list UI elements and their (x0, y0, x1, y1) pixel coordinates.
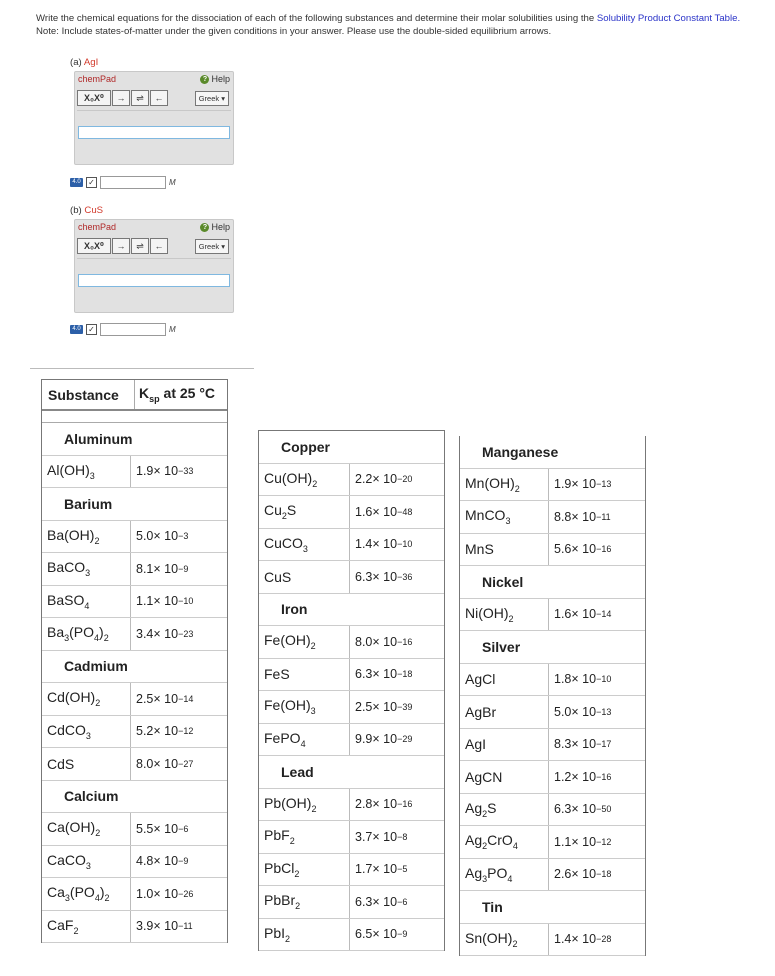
formula-cell: $Ag_2S$ (465, 799, 497, 819)
ksp-mantissa: 1.4 (554, 932, 572, 947)
ksp-value-cell: 6.3 × 10 −6 (349, 886, 407, 918)
ksp-value-cell: 3.9 × 10 −11 (130, 911, 193, 943)
question-a-substance: AgI (83, 57, 99, 68)
chempad-a-input[interactable] (78, 126, 230, 139)
section-label: Aluminum (64, 430, 133, 447)
check-icon: ✓ (86, 324, 97, 335)
ksp-exponent: −8 (397, 831, 408, 842)
section-label: Silver (482, 638, 521, 655)
formula-cell: $Cu(OH)_2$ (264, 469, 318, 489)
section-label: Cadmium (64, 658, 128, 675)
formula-cell: $Fe(OH)_2$ (264, 632, 316, 652)
ksp-mantissa: 6.3 (554, 802, 572, 817)
table-section-header (460, 891, 645, 924)
formula-cell: FePO$_4$ (264, 729, 306, 749)
ksp-table-column-2 (258, 430, 445, 951)
instruction-line-2: Note: Include states-of-matter under the given conditions in your answer. Please use the double-sided equilibrium arrows. (36, 26, 552, 37)
ksp-mantissa: 8.8 (554, 509, 572, 524)
ksp-mantissa: 5.0 (136, 529, 154, 544)
ksp-mantissa: 5.0 (554, 704, 572, 719)
table-section-header (42, 488, 227, 521)
version-badge: 4.0 (70, 178, 83, 187)
table-row (259, 789, 444, 822)
formula-cell: $Fe(OH)_3$ (264, 697, 316, 717)
answer-a-input[interactable] (100, 176, 166, 189)
help-icon: ? (200, 75, 209, 84)
ksp-mantissa: 4.8 (136, 854, 154, 869)
section-label: Iron (281, 601, 308, 618)
table-row (259, 821, 444, 854)
formula-cell: $Ba(OH)_2$ (47, 526, 100, 546)
table-row (259, 561, 444, 594)
chempad-a (74, 71, 234, 165)
ksp-value-cell: 1.0 × 10 −26 (130, 878, 193, 910)
ksp-value-cell: 1.7 × 10 −5 (349, 854, 407, 886)
formula-cell: $Mn(OH)_2$ (465, 474, 520, 494)
answer-a-row (70, 176, 176, 189)
ksp-exponent: −5 (397, 864, 408, 875)
question-a-label: (a) AgI (70, 57, 99, 68)
ksp-value-cell: 8.8 × 10 −11 (548, 501, 611, 533)
chempad-divider (77, 110, 231, 111)
ksp-exponent: −11 (178, 921, 193, 932)
formula-cell: AgCl (465, 671, 496, 688)
arrow-right-button[interactable]: → (112, 238, 130, 254)
arrow-left-button[interactable]: ← (150, 238, 168, 254)
ksp-mantissa: 8.3 (554, 737, 572, 752)
ksp-mantissa: 1.8 (554, 672, 572, 687)
formula-cell: CuCO$_3$ (264, 534, 308, 554)
header-spacer (42, 411, 227, 423)
ksp-value-cell: 5.0 × 10 −13 (548, 696, 611, 728)
formula-cell: $Pb(OH)_2$ (264, 794, 317, 814)
ksp-mantissa: 8.1 (136, 561, 154, 576)
formula-cell: PbBr$_2$ (264, 892, 301, 912)
ksp-mantissa: 6.5 (355, 927, 373, 942)
question-b-substance: CuS (84, 205, 104, 216)
ksp-value-cell: 1.8 × 10 −10 (548, 664, 611, 696)
ksp-value-cell: 8.3 × 10 −17 (548, 729, 611, 761)
formula-cell: AgBr (465, 703, 497, 720)
help-icon: ? (200, 223, 209, 232)
table-row (460, 794, 645, 827)
formula-cell: CdS (47, 755, 75, 772)
ksp-value-cell: 8.0 × 10 −16 (349, 626, 412, 658)
table-row (42, 748, 227, 781)
ksp-exponent: −9 (397, 929, 408, 940)
ksp-value-cell: 3.4 × 10 −23 (130, 618, 193, 650)
formula-cell: MnCO$_3$ (465, 507, 511, 527)
help-link[interactable]: ? Help (200, 74, 230, 84)
ksp-exponent: −16 (397, 636, 413, 647)
formula-cell: $Cd(OH)_2$ (47, 689, 101, 709)
subscript-superscript-button[interactable]: X₀X⁰ (77, 238, 111, 254)
ksp-value-cell: 5.5 × 10 −6 (130, 813, 188, 845)
table-row (460, 599, 645, 632)
ksp-exponent: −36 (397, 571, 413, 582)
help-link[interactable]: ? Help (200, 222, 230, 232)
section-label: Nickel (482, 573, 524, 590)
formula-cell: BaCO$_3$ (47, 559, 91, 579)
answer-b-row (70, 323, 176, 336)
ksp-value-cell: 2.5 × 10 −14 (130, 683, 193, 715)
table-row (460, 761, 645, 794)
ksp-mantissa: 6.3 (355, 667, 373, 682)
table-row (259, 529, 444, 562)
chempad-title: chemPad (78, 74, 117, 84)
chempad-toolbar (77, 90, 168, 106)
ksp-exponent: −29 (397, 734, 413, 745)
ksp-value-cell: 3.7 × 10 −8 (349, 821, 407, 853)
formula-cell: PbI$_2$ (264, 924, 291, 944)
greek-dropdown[interactable]: Greek ▾ (195, 91, 229, 106)
table-row (42, 683, 227, 716)
ksp-exponent: −11 (596, 511, 611, 522)
ksp-exponent: −18 (397, 669, 413, 680)
ksp-mantissa: 5.2 (136, 724, 154, 739)
ksp-exponent: −13 (596, 706, 612, 717)
table-row (42, 813, 227, 846)
chempad-b-input[interactable] (78, 274, 230, 287)
section-label: Manganese (482, 443, 559, 460)
solubility-table-link[interactable]: Solubility Product Constant Table. (596, 13, 741, 24)
instructions (36, 12, 766, 38)
section-label: Barium (64, 495, 113, 512)
table-section-header (42, 651, 227, 684)
ksp-exponent: −14 (596, 609, 612, 620)
table-row (42, 521, 227, 554)
ksp-exponent: −10 (397, 539, 413, 550)
ksp-table-column-1 (41, 379, 228, 943)
section-label: Calcium (64, 788, 119, 805)
ksp-table-body (42, 423, 227, 943)
ksp-exponent: −26 (178, 888, 194, 899)
table-row (42, 456, 227, 489)
chempad-title: chemPad (78, 222, 117, 232)
ksp-value-cell: 5.6 × 10 −16 (548, 534, 611, 566)
equilibrium-arrow-button[interactable]: ⇌ (131, 238, 149, 254)
formula-cell: $Ag_2CrO_4$ (465, 832, 518, 852)
ksp-exponent: −10 (596, 674, 612, 685)
ksp-mantissa: 3.4 (136, 626, 154, 641)
formula-cell: FeS (264, 666, 290, 683)
ksp-mantissa: 1.6 (554, 607, 572, 622)
substance-header: Substance (42, 380, 135, 409)
ksp-mantissa: 2.5 (136, 691, 154, 706)
ksp-mantissa: 3.9 (136, 919, 154, 934)
ksp-table-column-3 (459, 436, 646, 956)
table-row (259, 691, 444, 724)
ksp-mantissa: 8.0 (136, 756, 154, 771)
section-divider (30, 368, 254, 369)
table-row (460, 696, 645, 729)
table-row (259, 464, 444, 497)
arrow-right-button[interactable]: → (112, 90, 130, 106)
unit-label: M (169, 325, 176, 334)
ksp-exponent: −9 (178, 856, 189, 867)
table-row (460, 826, 645, 859)
ksp-value-cell: 1.1 × 10 −12 (548, 826, 611, 858)
ksp-mantissa: 1.1 (554, 834, 572, 849)
formula-cell: $Ag_3PO_4$ (465, 864, 513, 884)
table-row (460, 469, 645, 502)
ksp-exponent: −39 (397, 701, 413, 712)
ksp-value-cell: 2.6 × 10 −18 (548, 859, 611, 891)
table-row (259, 919, 444, 952)
ksp-exponent: −12 (178, 726, 194, 737)
ksp-value-cell: 1.4 × 10 −10 (349, 529, 412, 561)
subscript-superscript-button[interactable]: X₀X⁰ (77, 90, 111, 106)
ksp-exponent: −48 (397, 506, 413, 517)
ksp-mantissa: 1.6 (355, 504, 373, 519)
formula-cell: $Cu_2S$ (264, 502, 297, 522)
ksp-value-cell: 1.2 × 10 −16 (548, 761, 611, 793)
formula-cell: AgCN (465, 768, 503, 785)
ksp-value-cell: 1.6 × 10 −48 (349, 496, 412, 528)
ksp-mantissa: 1.4 (355, 537, 373, 552)
ksp-value-cell: 1.4 × 10 −28 (548, 924, 611, 956)
formula-cell: BaSO$_4$ (47, 591, 90, 611)
ksp-exponent: −14 (178, 693, 194, 704)
table-row (42, 553, 227, 586)
section-label: Copper (281, 438, 330, 455)
ksp-mantissa: 3.7 (355, 829, 373, 844)
ksp-mantissa: 1.1 (136, 594, 154, 609)
ksp-exponent: −20 (397, 474, 413, 485)
formula-cell: $Ca(OH)_2$ (47, 819, 101, 839)
table-row (460, 924, 645, 957)
formula-cell: CdCO$_3$ (47, 721, 91, 741)
ksp-exponent: −18 (596, 869, 612, 880)
table-section-header (460, 631, 645, 664)
section-label: Tin (482, 898, 503, 915)
ksp-mantissa: 5.6 (554, 542, 572, 557)
ksp-exponent: −6 (178, 823, 189, 834)
ksp-exponent: −6 (397, 896, 408, 907)
ksp-exponent: −9 (178, 563, 189, 574)
chempad-divider (77, 258, 231, 259)
ksp-table-body (259, 431, 444, 951)
table-row (259, 496, 444, 529)
ksp-exponent: −13 (596, 479, 612, 490)
formula-cell: PbF$_2$ (264, 827, 295, 847)
table-row (259, 886, 444, 919)
table-row (259, 626, 444, 659)
table-row (460, 859, 645, 892)
instruction-line-1: Write the chemical equations for the dissociation of each of the following substances and determine their molar solubilities using the Solubility Product Constant Table. (36, 13, 741, 24)
formula-cell: CuS (264, 568, 292, 585)
ksp-value-cell: 1.9 × 10 −13 (548, 469, 611, 501)
ksp-exponent: −12 (596, 836, 612, 847)
ksp-value-cell: 2.8 × 10 −16 (349, 789, 412, 821)
ksp-mantissa: 1.9 (554, 477, 572, 492)
ksp-mantissa: 5.5 (136, 821, 154, 836)
question-b-label: (b) CuS (70, 205, 104, 216)
ksp-value-cell: 6.5 × 10 −9 (349, 919, 407, 951)
ksp-exponent: −17 (596, 739, 612, 750)
formula-cell: $Ba_3(PO_4)_2$ (47, 624, 109, 644)
table-section-header (42, 781, 227, 814)
chempad-b (74, 219, 234, 313)
ksp-value-cell: 2.2 × 10 −20 (349, 464, 412, 496)
ksp-value-cell: 2.5 × 10 −39 (349, 691, 412, 723)
ksp-mantissa: 2.2 (355, 472, 373, 487)
ksp-value-cell: 6.3 × 10 −18 (349, 659, 412, 691)
table-row (259, 854, 444, 887)
ksp-exponent: −33 (178, 466, 194, 477)
formula-cell: AgI (465, 736, 487, 753)
table-row (42, 878, 227, 911)
table-row (460, 501, 645, 534)
ksp-value-cell: 5.2 × 10 −12 (130, 716, 193, 748)
formula-cell: PbCl$_2$ (264, 859, 300, 879)
table-section-header (460, 436, 645, 469)
unit-label: M (169, 178, 176, 187)
table-row (259, 659, 444, 692)
ksp-exponent: −23 (178, 628, 194, 639)
table-section-header (460, 566, 645, 599)
formula-cell: $Sn(OH)_2$ (465, 929, 518, 949)
ksp-value-cell: 6.3 × 10 −36 (349, 561, 412, 593)
formula-cell: CaCO$_3$ (47, 851, 91, 871)
greek-dropdown[interactable]: Greek ▾ (195, 239, 229, 254)
ksp-mantissa: 2.5 (355, 699, 373, 714)
ksp-value-cell: 1.1 × 10 −10 (130, 586, 193, 618)
ksp-mantissa: 9.9 (355, 732, 373, 747)
ksp-table-body (460, 436, 645, 956)
ksp-exponent: −28 (596, 934, 612, 945)
table-row (42, 716, 227, 749)
ksp-mantissa: 2.6 (554, 867, 572, 882)
ksp-exponent: −16 (397, 799, 413, 810)
table-row (460, 729, 645, 762)
ksp-exponent: −3 (178, 531, 189, 542)
ksp-exponent: −10 (178, 596, 194, 607)
ksp-value-cell: 8.0 × 10 −27 (130, 748, 193, 780)
ksp-table-header (42, 379, 227, 411)
ksp-mantissa: 6.3 (355, 894, 373, 909)
ksp-value-cell: 1.9 × 10 −33 (130, 456, 193, 488)
ksp-mantissa: 6.3 (355, 569, 373, 584)
ksp-value-cell: 8.1 × 10 −9 (130, 553, 188, 585)
arrow-left-button[interactable]: ← (150, 90, 168, 106)
table-section-header (42, 423, 227, 456)
table-row (42, 846, 227, 879)
equilibrium-arrow-button[interactable]: ⇌ (131, 90, 149, 106)
ksp-value-cell: 4.8 × 10 −9 (130, 846, 188, 878)
ksp-mantissa: 1.2 (554, 769, 572, 784)
ksp-value-cell: 9.9 × 10 −29 (349, 724, 412, 756)
table-section-header (259, 756, 444, 789)
formula-cell: MnS (465, 541, 494, 558)
table-row (42, 618, 227, 651)
formula-cell: $Ni(OH)_2$ (465, 604, 514, 624)
ksp-header: $K_{sp}$ at 25 °C (139, 385, 216, 404)
check-icon: ✓ (86, 177, 97, 188)
version-badge: 4.0 (70, 325, 83, 334)
ksp-mantissa: 1.0 (136, 886, 154, 901)
ksp-exponent: −16 (596, 544, 612, 555)
table-row (259, 724, 444, 757)
ksp-exponent: −50 (596, 804, 612, 815)
table-section-header (259, 594, 444, 627)
ksp-value-cell: 5.0 × 10 −3 (130, 521, 188, 553)
chempad-toolbar (77, 238, 168, 254)
table-row (42, 586, 227, 619)
ksp-mantissa: 8.0 (355, 634, 373, 649)
ksp-exponent: −16 (596, 771, 612, 782)
table-row (42, 911, 227, 944)
ksp-mantissa: 1.9 (136, 464, 154, 479)
ksp-exponent: −27 (178, 758, 194, 769)
answer-b-input[interactable] (100, 323, 166, 336)
section-label: Lead (281, 763, 314, 780)
formula-cell: $Ca_3(PO_4)_2$ (47, 884, 110, 904)
table-section-header (259, 431, 444, 464)
table-row (460, 664, 645, 697)
formula-cell: $Al(OH)_3$ (47, 461, 95, 481)
ksp-value-cell: 6.3 × 10 −50 (548, 794, 611, 826)
table-row (460, 534, 645, 567)
formula-cell: CaF$_2$ (47, 916, 79, 936)
ksp-mantissa: 1.7 (355, 862, 373, 877)
ksp-mantissa: 2.8 (355, 797, 373, 812)
ksp-value-cell: 1.6 × 10 −14 (548, 599, 611, 631)
